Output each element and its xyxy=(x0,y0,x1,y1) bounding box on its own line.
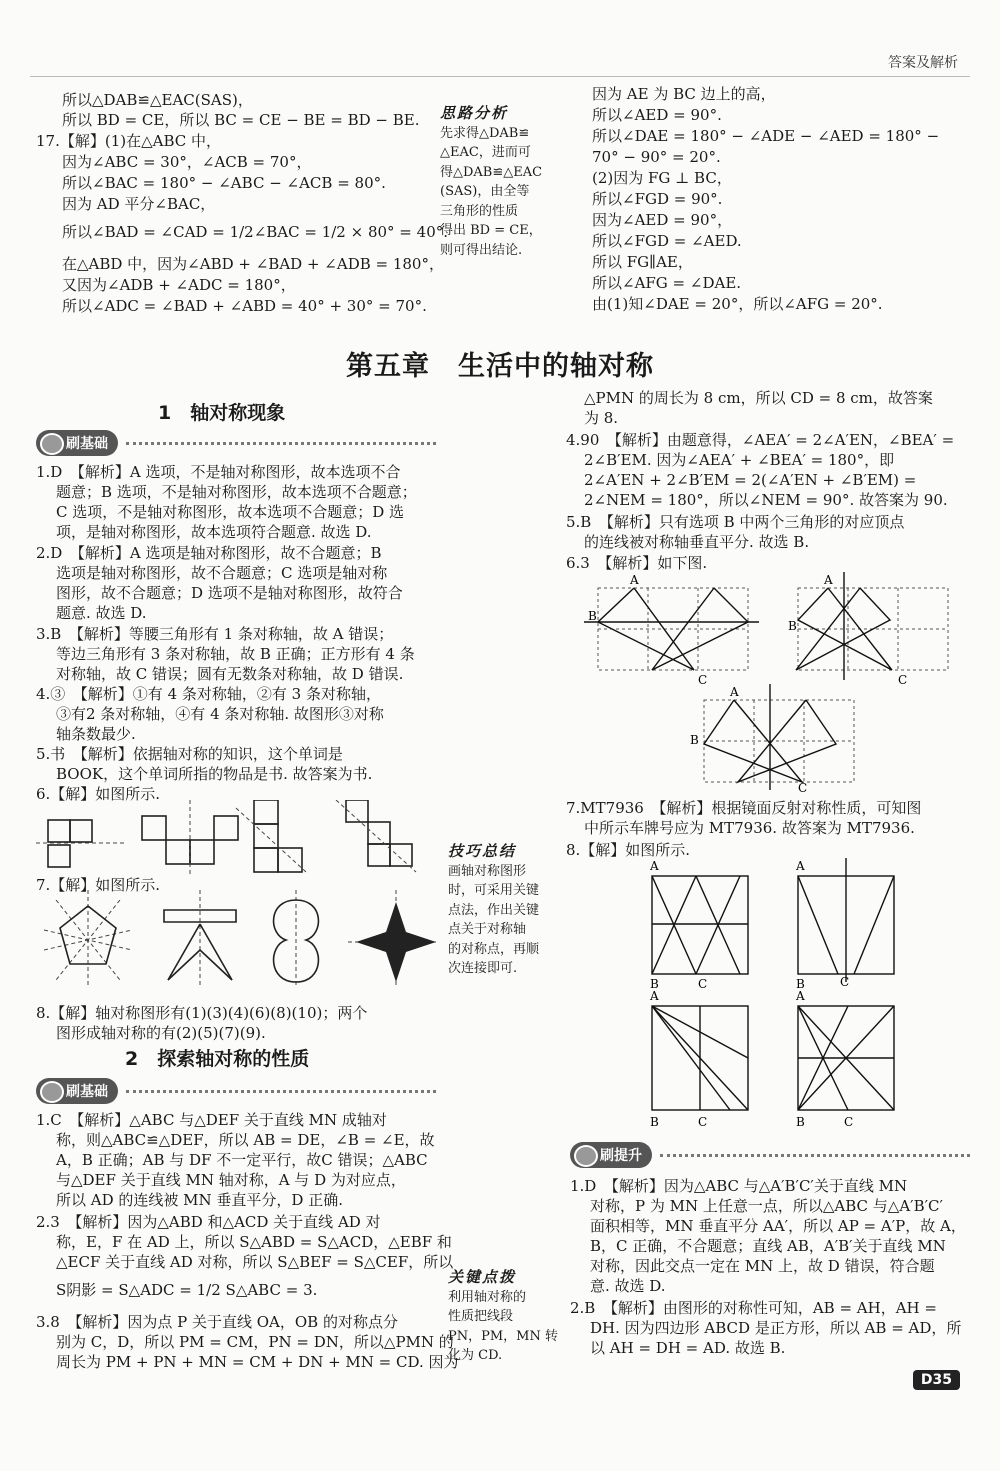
text-line: 1.D 【解析】A 选项，不是轴对称图形，故本选项不合 xyxy=(36,463,401,481)
label-B: B xyxy=(788,619,797,633)
section-1-title: 1 轴对称现象 xyxy=(158,402,286,424)
label-C: C xyxy=(844,1115,854,1129)
side-note-line: 化为 CD. xyxy=(448,1348,503,1363)
text-line: 所以∠BAD = ∠CAD = 1/2∠BAC = 1/2 × 80° = 40°. xyxy=(62,223,449,241)
text-line: 因为 AE 为 BC 边上的高， xyxy=(592,85,776,103)
header-rule xyxy=(30,76,970,77)
page-number: D35 xyxy=(913,1370,960,1390)
side-note-analysis xyxy=(440,104,560,260)
text-line: 意. 故选 D. xyxy=(590,1277,666,1295)
side-note-line: 则可得出结论. xyxy=(440,242,523,258)
question-7-heading: 7.【解】如图所示. xyxy=(36,876,161,894)
label-A: A xyxy=(796,989,805,1003)
text-line: 4.90 【解析】由题意得，∠AEA′ = 2∠A′EN，∠BEA′ = xyxy=(566,431,955,449)
text-line: 周长为 PM + PN + MN = CM + DN + MN = CD. 因为 xyxy=(56,1353,459,1371)
side-note-title: 思路分析 xyxy=(440,104,509,122)
section-2-title: 2 探索轴对称的性质 xyxy=(125,1048,310,1070)
text-line: (2)因为 FG ⊥ BC， xyxy=(592,169,732,187)
q6-grid-figures xyxy=(584,572,974,792)
text-line: 7.MT7936 【解析】根据镜面反射对称性质，可知图 xyxy=(566,799,922,817)
text-line: BOOK，这个单词所指的物品是书. 故答案为书. xyxy=(56,765,373,783)
side-note-line: 时，可采用关键 xyxy=(448,883,540,898)
page-header-title: 答案及解析 xyxy=(888,55,958,71)
dotted-rule xyxy=(126,442,436,445)
text-line: 所以∠AFG = ∠DAE. xyxy=(592,274,742,292)
text-line: 由(1)知∠DAE = 20°，所以∠AFG = 20°. xyxy=(592,295,883,313)
text-line: 为 8. xyxy=(584,409,619,427)
text-line: 6.【解】如图所示. xyxy=(36,785,161,803)
text-line: △PMN 的周长为 8 cm，所以 CD = 8 cm，故答案 xyxy=(584,389,933,407)
label-C: C xyxy=(898,673,908,687)
text-line: 在△ABD 中，因为∠ABD + ∠BAD + ∠ADB = 180°， xyxy=(62,255,444,273)
side-note-line: 性质把线段 xyxy=(448,1309,514,1324)
side-note-keypoint xyxy=(448,1268,566,1366)
label-B: B xyxy=(796,977,805,991)
text-line: 又因为∠ADB + ∠ADC = 180°， xyxy=(62,276,296,294)
text-line: DH. 因为四边形 ABCD 是正方形，所以 AB = AD，所 xyxy=(590,1319,962,1337)
text-line: 1.C 【解析】△ABC 与△DEF 关于直线 MN 成轴对 xyxy=(36,1111,387,1129)
question-17-heading: 17.【解】(1)在△ABC 中， xyxy=(36,132,222,150)
text-line: 70° − 90° = 20°. xyxy=(592,148,721,166)
text-line: 所以∠BAC = 180° − ∠ABC − ∠ACB = 80°. xyxy=(62,174,386,192)
label-A: A xyxy=(730,685,739,699)
side-note-line: 次连接即可. xyxy=(448,961,518,976)
text-line: 图形成轴对称的有(2)(5)(7)(9). xyxy=(56,1024,266,1042)
label-A: A xyxy=(650,859,659,873)
text-line: 称，则△ABC≌△DEF，所以 AB = DE，∠B = ∠E，故 xyxy=(56,1131,435,1149)
text-line: 题意. 故选 D. xyxy=(56,604,147,622)
text-line: 中所示车牌号应为 MT7936. 故答案为 MT7936. xyxy=(584,819,915,837)
side-note-line: 利用轴对称的 xyxy=(448,1289,527,1305)
chapter-title: 第五章 生活中的轴对称 xyxy=(346,351,654,382)
label-B: B xyxy=(588,609,597,623)
label-B: B xyxy=(690,733,699,747)
text-line: 选项是轴对称图形，故不合题意；C 选项是轴对称 xyxy=(56,564,388,582)
side-note-line: 得△DAB≌△EAC xyxy=(440,164,543,180)
side-note-line: 得出 BD = CE， xyxy=(440,223,542,238)
dotted-rule xyxy=(660,1154,970,1157)
side-note-line: 先求得△DAB≌ xyxy=(440,125,530,141)
text-line: ③有2 条对称轴，④有 4 条对称轴. 故图形③对称 xyxy=(56,705,384,723)
label-A: A xyxy=(824,573,833,587)
side-note-line: △EAC，进而可 xyxy=(440,145,531,160)
text-line: 所以△DAB≌△EAC(SAS)， xyxy=(62,91,253,109)
text-line: 所以 AD 的连线被 MN 垂直平分，D 正确. xyxy=(56,1191,343,1209)
text-line: 的连线被对称轴垂直平分. 故选 B. xyxy=(584,533,810,551)
text-line: 所以 BD = CE，所以 BC = CE − BE = BD − BE. xyxy=(62,111,420,129)
text-line: S阴影 = S△ADC = 1/2 S△ABC = 3. xyxy=(56,1281,318,1299)
text-line: 2.3 【解析】因为△ABD 和△ACD 关于直线 AD 对 xyxy=(36,1213,381,1231)
text-line: 2∠B′EM. 因为∠AEA′ + ∠BEA′ = 180°，即 xyxy=(584,451,895,469)
text-line: 6.3 【解析】如下图. xyxy=(566,554,708,572)
dotted-rule xyxy=(126,1090,436,1093)
side-note-tips xyxy=(448,842,566,979)
text-line: 以 AH = DH = AD. 故选 B. xyxy=(590,1339,786,1357)
label-C: C xyxy=(698,977,708,991)
text-line: 3.8 【解析】因为点 P 关于直线 OA，OB 的对称点分 xyxy=(36,1313,398,1331)
text-line: 2.D 【解析】A 选项是轴对称图形，故不合题意；B xyxy=(36,544,382,562)
text-line: 与△DEF 关于直线 MN 轴对称，A 与 D 为对应点， xyxy=(56,1171,406,1189)
question-8-heading: 8.【解】如图所示. xyxy=(566,841,691,859)
text-line: A，B 正确；AB 与 DF 不一定平行，故C 错误；△ABC xyxy=(56,1151,428,1169)
text-line: 对称，因此交点一定在 MN 上，故 D 错误，符合题 xyxy=(590,1257,935,1275)
text-line: 2∠A′EN + 2∠B′EM = 2(∠A′EN + ∠B′EM) = xyxy=(584,471,917,489)
label-A: A xyxy=(650,989,659,1003)
label-B: B xyxy=(650,977,659,991)
badge-shua-jichu xyxy=(36,428,436,458)
text-line: 所以∠FGD = 90°. xyxy=(592,190,723,208)
side-note-line: 画轴对称图形 xyxy=(448,863,527,879)
badge-shua-jichu xyxy=(36,1076,436,1106)
q7-figures xyxy=(36,890,436,990)
label-A: A xyxy=(630,573,639,587)
text-line: C 选项，不是轴对称图形，故本选项不合题意；D 选 xyxy=(56,503,405,521)
text-line: 8.【解】轴对称图形有(1)(3)(4)(6)(8)(10)；两个 xyxy=(36,1004,368,1022)
side-note-line: 的对称点，再顺 xyxy=(448,941,540,957)
side-note-line: (SAS)，由全等 xyxy=(440,184,530,199)
q6-figures xyxy=(36,800,436,875)
text-line: 别为 C，D，所以 PM = CM，PN = DN，所以△PMN 的 xyxy=(56,1333,454,1351)
label-B: B xyxy=(650,1115,659,1129)
label-A: A xyxy=(796,859,805,873)
q8-rect-figures xyxy=(640,858,970,1130)
text-line: 因为 AD 平分∠BAC， xyxy=(62,195,216,213)
text-line: 项，是轴对称图形，故本选项符合题意. 故选 D. xyxy=(56,523,372,541)
side-note-line: PN，PM，MN 转 xyxy=(448,1328,558,1344)
text-line: 所以∠AED = 90°. xyxy=(592,106,722,124)
text-line: 对称轴，故 C 错误；圆有无数条对称轴，故 D 错误. xyxy=(56,665,404,683)
text-line: B，C 正确，不合题意；直线 AB，A′B′关于直线 MN xyxy=(590,1237,946,1255)
label-C: C xyxy=(698,673,708,687)
side-note-title: 关键点拨 xyxy=(448,1268,517,1286)
badge-label: 刷基础 xyxy=(36,1078,118,1104)
text-line: 5.B 【解析】只有选项 B 中两个三角形的对应顶点 xyxy=(566,513,905,531)
text-line: 因为∠AED = 90°， xyxy=(592,211,733,229)
badge-shua-tisheng xyxy=(570,1140,970,1170)
side-note-title: 技巧总结 xyxy=(448,842,517,860)
text-line: 3.B 【解析】等腰三角形有 1 条对称轴，故 A 错误； xyxy=(36,625,394,643)
text-line: 称，E，F 在 AD 上，所以 S△ABD = S△ACD，△EBF 和 xyxy=(56,1233,452,1251)
text-line: 所以∠ADC = ∠BAD + ∠ABD = 40° + 30° = 70°. xyxy=(62,297,427,315)
label-C: C xyxy=(840,975,850,989)
text-line: 1.D 【解析】因为△ABC 与△A′B′C′关于直线 MN xyxy=(570,1177,908,1195)
label-C: C xyxy=(698,1115,708,1129)
text-line: 轴条数最少. xyxy=(56,725,136,743)
text-line: 所以∠FGD = ∠AED. xyxy=(592,232,742,250)
text-line: 所以∠DAE = 180° − ∠ADE − ∠AED = 180° − xyxy=(592,127,940,145)
text-line: △ECF 关于直线 AD 对称，所以 S△BEF = S△CEF，所以 xyxy=(56,1253,454,1271)
text-line: 因为∠ABC = 30°，∠ACB = 70°， xyxy=(62,153,312,171)
badge-label: 刷基础 xyxy=(36,430,118,456)
side-note-line: 点关于对称轴 xyxy=(448,922,527,937)
text-line: 图形，故不合题意；D 选项不是轴对称图形，故符合 xyxy=(56,584,403,602)
side-note-line: 点法，作出关键 xyxy=(448,902,540,918)
text-line: 2.B 【解析】由图形的对称性可知，AB = AH，AH = xyxy=(570,1299,937,1317)
side-note-line: 三角形的性质 xyxy=(440,203,519,219)
text-line: 面积相等，MN 垂直平分 AA′，所以 AP = A′P，故 A， xyxy=(590,1217,966,1235)
badge-label: 刷提升 xyxy=(570,1142,652,1168)
label-C: C xyxy=(798,781,808,792)
text-line: 题意；B 选项，不是轴对称图形，故本选项不合题意； xyxy=(56,483,417,501)
text-line: 对称，P 为 MN 上任意一点，所以△ABC 与△A′B′C′ xyxy=(590,1197,943,1215)
text-line: 等边三角形有 3 条对称轴，故 B 正确；正方形有 4 条 xyxy=(56,645,415,663)
label-B: B xyxy=(796,1115,805,1129)
text-line: 所以 FG∥AE， xyxy=(592,253,693,271)
text-line: 5.书 【解析】依据轴对称的知识，这个单词是 xyxy=(36,745,343,763)
text-line: 2∠NEM = 180°，所以∠NEM = 90°. 故答案为 90. xyxy=(584,491,948,509)
text-line: 4.③ 【解析】①有 4 条对称轴，②有 3 条对称轴， xyxy=(36,685,381,703)
